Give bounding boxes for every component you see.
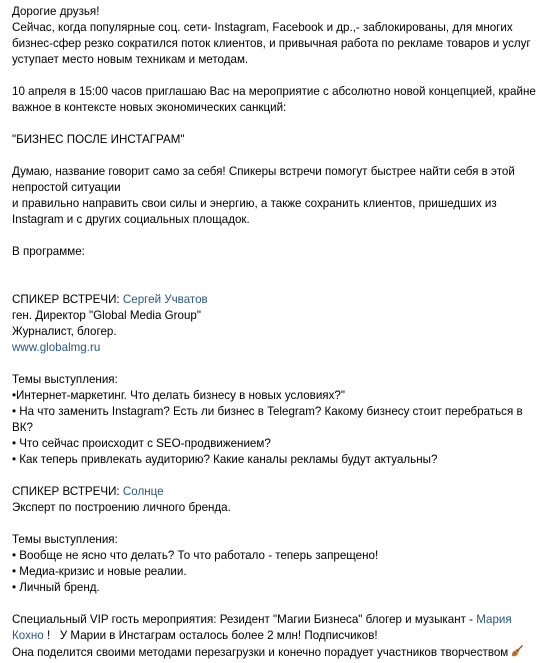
vip-line (12, 612, 544, 628)
topics2-item: • Личный бренд. (12, 581, 100, 594)
vip-name-link-part1[interactable]: Мария (476, 613, 512, 626)
topics1-item: • Как теперь привлекать аудиторию? Какие каналы рекламы будут актуальны? (12, 453, 438, 466)
speaker1-website-link[interactable]: www.globalmg.ru (12, 341, 101, 354)
speaker1-name-link[interactable]: Сергей Учватов (122, 293, 208, 306)
description-line: и правильно направить свои силы и энергию, а также сохранить клиентов, пришедших из (12, 197, 497, 210)
topics1-item: • На что заменить Instagram? Есть ли бизнес в Telegram? Какому бизнесу стоит перебраться в (12, 405, 523, 418)
post-body (12, 4, 544, 663)
vip-line-2 (12, 628, 544, 644)
vip-last-text: Она поделится своими методами перезагрузки и конечно порадует участников творчеством (12, 646, 509, 659)
speaker1-label: СПИКЕР ВСТРЕЧИ: (12, 293, 123, 306)
event-title: "БИЗНЕС ПОСЛЕ ИНСТАГРАМ" (12, 133, 185, 146)
vip-last-line (12, 644, 544, 663)
intro-line: бизнес-сфер резко сократился поток клиентов, и привычная работа по рекламе товаров и услуг (12, 37, 531, 50)
speaker2-label: СПИКЕР ВСТРЕЧИ: (12, 485, 123, 498)
description-line: Думаю, название говорит само за себя! Спикеры встречи помогут быстрее найти себя в этой (12, 165, 515, 178)
speaker2-bio: Эксперт по построению личного бренда. (12, 501, 231, 514)
invite-line: 10 апреля в 15:00 часов приглашаю Вас на мероприятие с абсолютно новой концепцией, крайне (12, 85, 536, 98)
topics1-item: •Интернет-маркетинг. Что делать бизнесу в новых условиях?" (12, 389, 345, 402)
speaker1-role: ген. Директор "Global Media Group" (12, 309, 201, 322)
speaker2-name-link[interactable]: Солнце (122, 485, 164, 498)
greeting: Дорогие друзья! (12, 5, 100, 18)
speaker1-title: Журналист, блогер. (12, 325, 117, 338)
invite-line: важное в контексте новых экономических санкций: (12, 101, 287, 114)
speaker1-website-line (12, 340, 544, 356)
description-line: Instagram и с других социальных площадок. (12, 213, 250, 226)
vip-name-link-part2[interactable]: Кохно (12, 629, 44, 642)
speaker2-line (12, 484, 544, 500)
vip-after-name: ! У Марии в Инстаграм осталось более 2 млн! Подписчиков! (43, 629, 378, 642)
program-label: В программе: (12, 245, 85, 258)
vip-text: Специальный VIP гость мероприятия: Резидент "Магии Бизнеса" блогер и музыкант - (12, 613, 477, 626)
description-line: непростой ситуации (12, 181, 121, 194)
topics1-item: ВК? (12, 421, 33, 434)
intro-line: уступает место новым техникам и методам. (12, 53, 249, 66)
topics2-item: • Медиа-кризис и новые реалии. (12, 565, 187, 578)
violin-icon (510, 644, 524, 663)
topics2-label: Темы выступления: (12, 533, 118, 546)
topics2-item: • Вообще не ясно что делать? То что работало - теперь запрещено! (12, 549, 379, 562)
topics1-label: Темы выступления: (12, 373, 118, 386)
speaker1-line (12, 292, 544, 308)
topics1-item: • Что сейчас происходит с SEO-продвижением? (12, 437, 271, 450)
intro-line: Сейчас, когда популярные соц. сети- Instagram, Facebook и др.,- заблокированы, для многих (12, 21, 513, 34)
